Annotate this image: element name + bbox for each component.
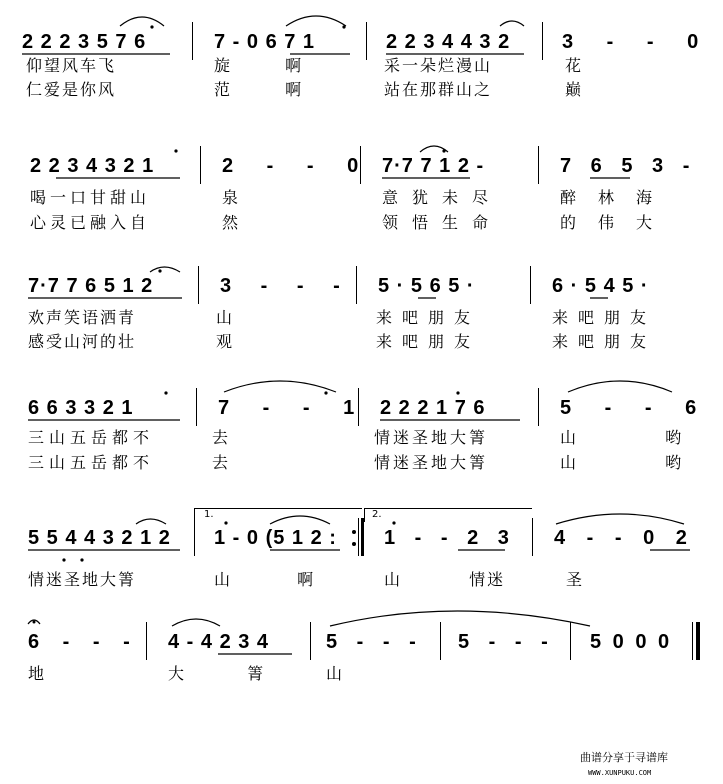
row3-lyric1-b: 山	[216, 308, 235, 327]
row3-lyric1-c: 来吧朋友	[376, 308, 481, 327]
slur	[224, 381, 336, 392]
row4-lyric1-a: 三山五岳都不	[28, 428, 155, 447]
row1-lyric2-d: 巅	[565, 80, 584, 99]
row3-lyric2-b: 观	[216, 332, 235, 351]
row3-lyric2-d: 来吧朋友	[552, 332, 657, 351]
octave-dot	[164, 391, 167, 394]
row3-measure2: 3 - - -	[220, 275, 341, 297]
row2-lyric1-d: 醉林海	[560, 188, 675, 207]
octave-dot	[158, 269, 161, 272]
row4-lyric2-b: 去	[212, 453, 231, 472]
row6-measure4: 5 - - -	[458, 631, 549, 653]
row1-lyric1-c: 采一朵烂漫山	[384, 56, 493, 75]
octave-dot	[150, 25, 153, 28]
fermata-dot	[33, 621, 36, 624]
row3-lyric2-a: 感受山河的壮	[28, 332, 137, 351]
slur	[150, 267, 180, 272]
row2-measure2: 2 - - 0	[222, 155, 360, 177]
row2-lyric1-a: 喝一口甘甜山	[30, 188, 151, 207]
octave-dot	[442, 149, 445, 152]
row3-lyric1-a: 欢声笑语洒青	[28, 308, 137, 327]
row2-lyric2-d: 的伟大	[560, 213, 675, 232]
octave-dot	[392, 521, 395, 524]
row5-measure2: 1 - 0 (5 1 2 :	[214, 527, 337, 549]
row4-measure2: 7 - - 1	[218, 397, 356, 419]
row6-measure1: 6 - - -	[28, 631, 131, 653]
octave-dot	[174, 149, 177, 152]
row5-measure1: 5 5 4 4 3 2 1 2	[28, 527, 171, 549]
slur	[120, 17, 164, 26]
row4-lyric2-c: 情迷圣地大箐	[374, 453, 489, 472]
slur	[330, 611, 590, 626]
row2-measure1: 2 2 3 4 3 2 1	[30, 155, 155, 177]
row2-measure4: 7 6 5 3 -	[560, 155, 691, 177]
row5-lyric1-d: 圣	[566, 570, 585, 589]
volta-label-1: 1.	[204, 509, 214, 520]
slur	[556, 514, 684, 524]
slur	[172, 619, 220, 626]
volta-label-2: 2.	[372, 509, 382, 520]
row6-measure2: 4 - 4 2 3 4	[168, 631, 270, 653]
row2-lyric2-c: 领悟生命	[382, 213, 503, 232]
octave-dot-low	[62, 558, 65, 561]
row5-measure3: 1 - - 2 3	[384, 527, 510, 549]
slur	[286, 16, 346, 26]
row4-lyric2-a: 三山五岳都不	[28, 453, 155, 472]
row2-lyric1-b: 泉	[222, 188, 241, 207]
footer-site-url: WWW.XUNPUKU.COM	[588, 769, 652, 777]
row3-lyric1-d: 来吧朋友	[552, 308, 657, 327]
row4-measure3: 2 2 2 1 7 6	[380, 397, 486, 419]
row3-measure3: 5 · 5 6 5 ·	[378, 275, 475, 297]
slur	[500, 21, 524, 26]
octave-dot	[324, 391, 327, 394]
row4-lyric1-d: 山 哟	[560, 428, 684, 447]
slur	[270, 516, 330, 524]
row5-measure4: 4 - - 0 2	[554, 527, 688, 549]
row5-lyric1-a: 情迷圣地大箐	[28, 570, 137, 589]
row6-measure5: 5 0 0 0	[590, 631, 671, 653]
repeat-dot	[352, 530, 356, 534]
row4-measure4: 5 - - 6	[560, 397, 698, 419]
row1-measure2: 7 - 0 6 7 1	[214, 31, 316, 53]
row1-measure4: 3 - - 0	[562, 31, 700, 53]
row2-lyric1-c: 意犹未尽	[382, 188, 503, 207]
row3-measure4: 6 · 5 4 5 ·	[552, 275, 649, 297]
row3-measure1: 7·7 7 6 5 1 2	[28, 275, 154, 297]
row1-lyric2-c: 站在那群山之	[384, 80, 493, 99]
row6-lyric1-c: 山	[326, 664, 345, 683]
row1-lyric1-a: 仰望风车飞	[26, 56, 117, 75]
row1-measure3: 2 2 3 4 4 3 2	[386, 31, 511, 53]
row4-measure1: 6 6 3 3 2 1	[28, 397, 134, 419]
octave-dot	[224, 521, 227, 524]
row1-lyric2-b: 范 啊	[214, 80, 304, 99]
row6-measure3: 5 - - -	[326, 631, 417, 653]
row4-lyric2-d: 山 哟	[560, 453, 684, 472]
row2-measure3: 7·7 7 1 2 -	[382, 155, 485, 177]
row2-lyric2-a: 心灵已融入自	[30, 213, 151, 232]
row6-lyric1-a: 地	[28, 664, 47, 683]
row1-measure1: 2 2 2 3 5 7 6	[22, 31, 147, 53]
row5-lyric1-b: 山 啊	[214, 570, 316, 589]
row5-lyric1-c: 山 情迷	[384, 570, 506, 589]
row2-lyric2-b: 然	[222, 213, 241, 232]
row4-lyric1-c: 情迷圣地大箐	[374, 428, 489, 447]
row3-lyric2-c: 来吧朋友	[376, 332, 481, 351]
repeat-dot	[352, 542, 356, 546]
slur	[136, 519, 166, 524]
octave-dot	[456, 391, 459, 394]
footer-site-name: 曲谱分享于寻谱库	[580, 751, 668, 764]
octave-dot	[342, 25, 345, 28]
row1-lyric1-b: 旋 啊	[214, 56, 304, 75]
row4-lyric1-b: 去	[212, 428, 231, 447]
row1-lyric2-a: 仁爱是你风	[26, 80, 117, 99]
row1-lyric1-d: 花	[565, 56, 584, 75]
slur	[568, 381, 672, 392]
row6-lyric1-b: 大 箐	[168, 664, 266, 683]
octave-dot-low	[80, 558, 83, 561]
